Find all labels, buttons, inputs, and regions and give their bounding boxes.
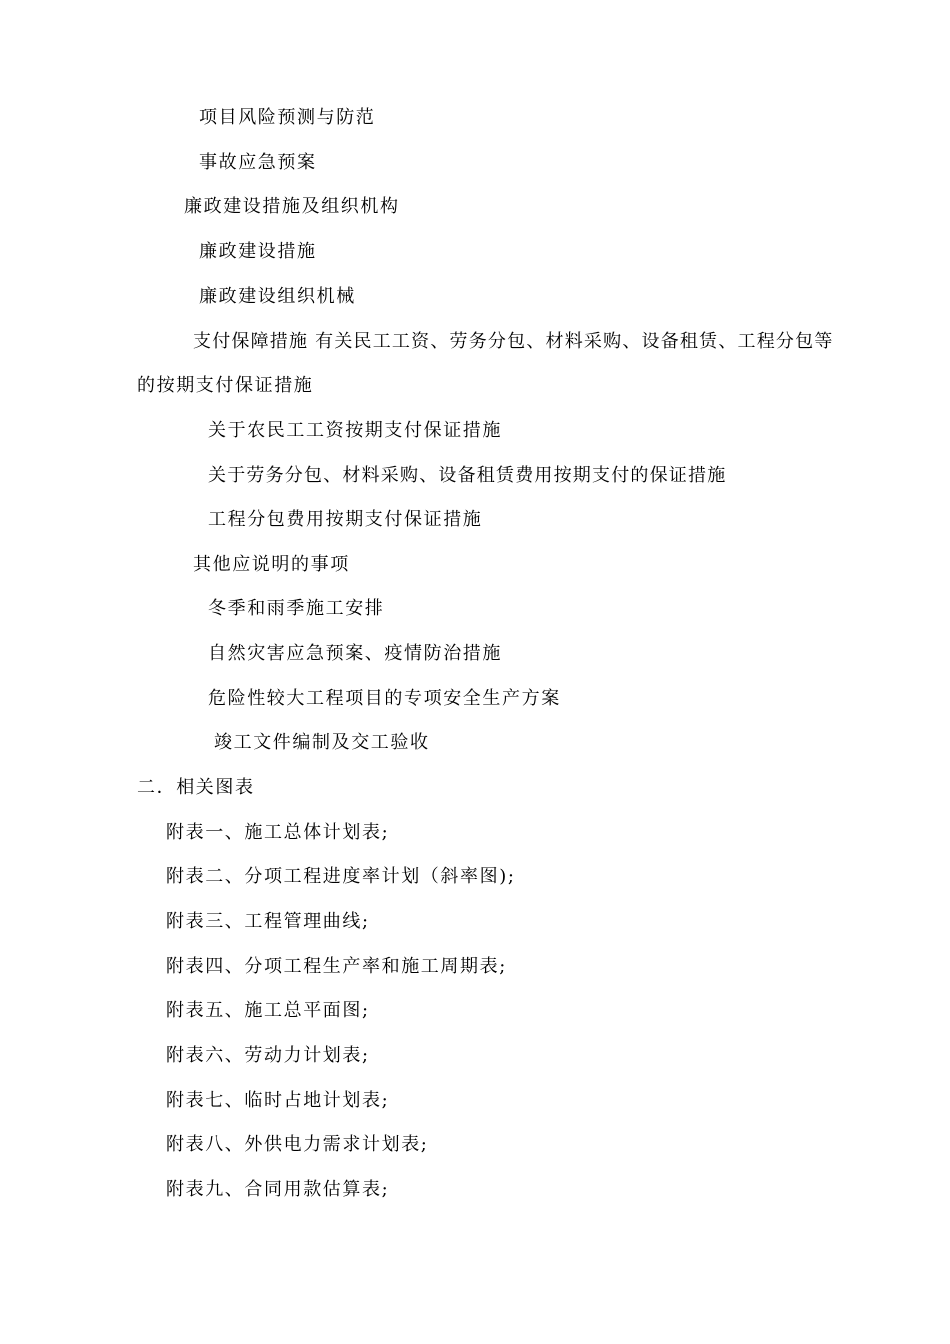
toc-item-winter-rain: 冬季和雨季施工安排 bbox=[208, 598, 385, 619]
appendix-item: 附表六、劳动力计划表; bbox=[166, 1045, 370, 1066]
section-heading-related-charts: 二．相关图表 bbox=[137, 777, 255, 798]
appendix-item: 附表九、合同用款估算表; bbox=[166, 1179, 390, 1200]
toc-item-wage-payment: 关于农民工工资按期支付保证措施 bbox=[208, 420, 502, 441]
appendix-item: 附表一、施工总体计划表; bbox=[166, 822, 390, 843]
appendix-item: 附表七、临时占地计划表; bbox=[166, 1090, 390, 1111]
toc-item-other-matters: 其他应说明的事项 bbox=[193, 554, 350, 575]
toc-item-project-subcontract-payment: 工程分包费用按期支付保证措施 bbox=[208, 509, 483, 530]
appendix-item: 附表四、分项工程生产率和施工周期表; bbox=[166, 956, 507, 977]
toc-item-disaster-epidemic: 自然灾害应急预案、疫情防治措施 bbox=[208, 643, 502, 664]
toc-item-integrity-section: 廉政建设措施及组织机构 bbox=[184, 196, 400, 217]
appendix-item: 附表八、外供电力需求计划表; bbox=[166, 1134, 429, 1155]
appendix-item: 附表五、施工总平面图; bbox=[166, 1000, 370, 1021]
toc-item-accident-plan: 事故应急预案 bbox=[199, 152, 317, 173]
toc-item-payment-section-cont: 的按期支付保证措施 bbox=[137, 375, 314, 396]
toc-item-subcontract-payment: 关于劳务分包、材料采购、设备租赁费用按期支付的保证措施 bbox=[208, 465, 727, 486]
toc-item-completion-docs: 竣工文件编制及交工验收 bbox=[214, 732, 430, 753]
appendix-item: 附表三、工程管理曲线; bbox=[166, 911, 370, 932]
toc-item-integrity-org: 廉政建设组织机械 bbox=[199, 286, 356, 307]
toc-item-payment-section: 支付保障措施 有关民工工资、劳务分包、材料采购、设备租赁、工程分包等 bbox=[193, 331, 834, 352]
toc-item-dangerous-projects: 危险性较大工程项目的专项安全生产方案 bbox=[208, 688, 561, 709]
toc-item-integrity-measures: 廉政建设措施 bbox=[199, 241, 317, 262]
appendix-item: 附表二、分项工程进度率计划（斜率图); bbox=[166, 866, 516, 887]
toc-item-risk-forecast: 项目风险预测与防范 bbox=[199, 107, 376, 128]
